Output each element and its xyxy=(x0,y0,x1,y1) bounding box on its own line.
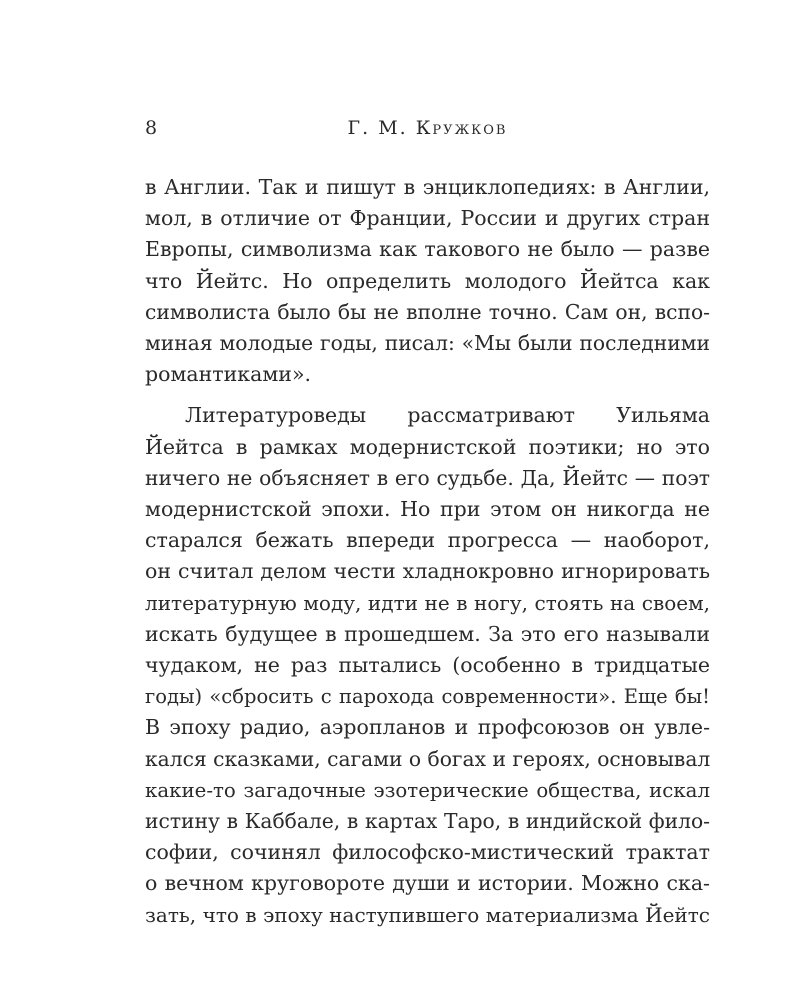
body-text xyxy=(145,172,710,931)
running-head: Г. М. Кружков xyxy=(347,117,508,139)
text-line: что Йейтс. Но определить молодого Йейтса как xyxy=(145,268,710,293)
text-line: символиста было бы не вполне точно. Сам он, вспо- xyxy=(145,299,710,324)
text-line: софии, сочинял философско-мистический трактат xyxy=(145,840,710,865)
text-line: в Англии. Так и пишут в энциклопедиях: в Англии, xyxy=(145,175,710,199)
text-line: старался бежать впереди прогресса — наоборот, xyxy=(145,528,710,553)
text-line: Европы, символизма как такового не было — разве xyxy=(145,237,710,262)
text-line: годы) «сбросить с парохода современности». Еще бы! xyxy=(145,685,710,709)
text-line: он считал делом чести хладнокровно игнорировать xyxy=(145,559,710,584)
text-line: модернистской эпохи. Но при этом он никогда не xyxy=(145,497,710,522)
text-line: Йейтса в рамках модернистской поэтики; но это xyxy=(145,434,710,459)
text-line: литературную моду, идти не в ногу, стоять на своем, xyxy=(145,590,710,615)
text-line: истину в Каббале, в картах Таро, в индийской фило- xyxy=(145,809,710,834)
text-line: миная молодые годы, писал: «Мы были последними xyxy=(145,331,710,356)
text-line: о вечном круговороте души и истории. Можно ска- xyxy=(145,871,710,896)
paragraph-1 xyxy=(145,172,710,390)
text-line: чудаком, не раз пытались (особенно в тридцатые xyxy=(145,653,710,678)
text-line: искать будущее в прошедшем. За это его называли xyxy=(145,621,710,646)
text-line: ничего не объясняет в его судьбе. Да, Йейтс — поэт xyxy=(145,465,710,490)
text-line: кался сказками, сагами о богах и героях, основывал xyxy=(145,746,711,771)
page-header xyxy=(145,117,710,147)
text-line: В эпоху радио, аэропланов и профсоюзов он увле- xyxy=(145,715,710,740)
text-line: Литературоведы рассматривают Уильяма xyxy=(185,403,710,428)
text-line: романтиками». xyxy=(145,362,312,387)
text-line: зать, что в эпоху наступившего материализма Йейтс xyxy=(145,902,710,927)
text-line: мол, в отличие от Франции, России и других стран xyxy=(145,206,710,231)
paragraph-2 xyxy=(145,400,710,930)
text-line: какие-то загадочные эзотерические общества, искал xyxy=(145,778,710,802)
page-number: 8 xyxy=(145,117,159,139)
